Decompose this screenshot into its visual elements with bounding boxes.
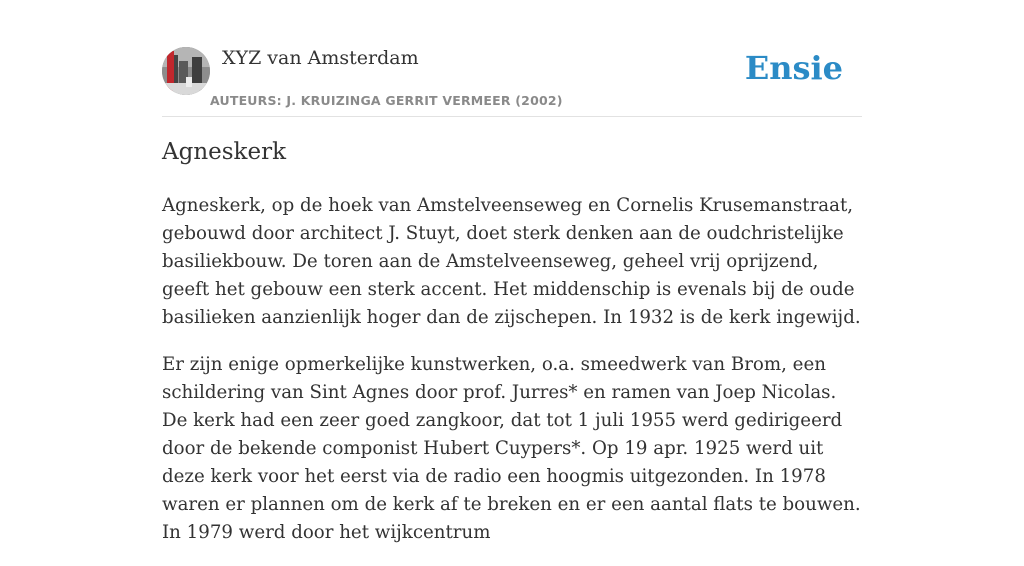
book-title[interactable]: XYZ van Amsterdam [222,47,419,69]
ensie-logo[interactable]: Ensie [744,49,843,87]
entry-title: Agneskerk [162,139,287,165]
street-photo-icon [162,47,210,95]
entry-paragraph: Agneskerk, op de hoek van Amstelveenseweg en Cornelis Krusemanstraat, gebouwd door architect J. Stuyt, doet sterk denken aan de oudchristelijke basiliekbouw. De toren aan de Amstelveenseweg, geheel vrij oprijzend, geeft het gebouw een sterk accent. Het middenschip is evenals bij de oude basilieken aanzienlijk hoger dan de zijschepen. In 1932 is de kerk ingewijd. [162,195,861,328]
entry-paragraph: Er zijn enige opmerkelijke kunstwerken, o.a. smeedwerk van Brom, een schildering van Sint Agnes door prof. Jurres* en ramen van Joep Nicolas. De kerk had een zeer goed zangkoor, dat tot 1 juli 1955 werd gedirigeerd door de bekende componist Hubert Cuypers*. Op 19 apr. 1925 werd uit deze kerk voor het eerst via de radio een hoogmis uitgezonden. In 1978 waren er plannen om de kerk af te breken en er een aantal flats te bouwen. In 1979 werd door het wijkcentrum [162,354,861,543]
entry-body [162,192,862,566]
header [162,46,862,117]
book-cover-avatar[interactable] [162,47,210,95]
book-authors: AUTEURS: J. KRUIZINGA GERRIT VERMEER (2002) [210,93,563,108]
